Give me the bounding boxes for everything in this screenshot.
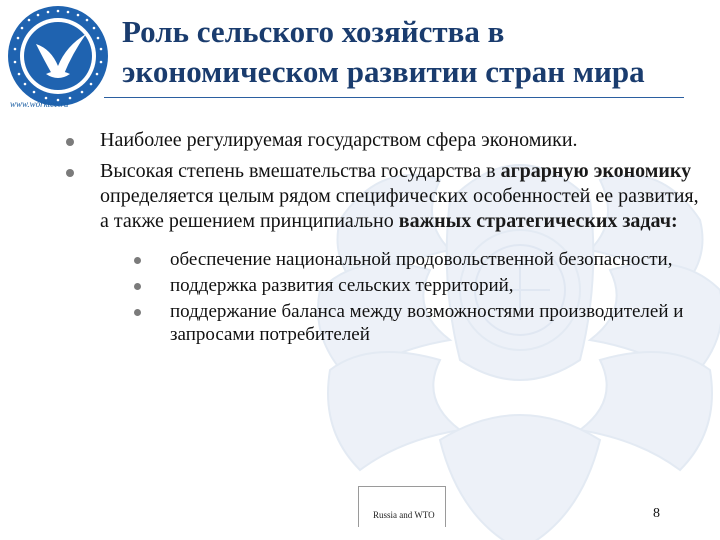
- bullet-text-bold: важных стратегических задач:: [398, 210, 678, 232]
- header-divider: [104, 97, 684, 98]
- sub-bullet-list: [130, 248, 700, 346]
- sub-bullet-text: поддержание баланса между возможностями производителей и запросами потребителей: [170, 301, 684, 345]
- sub-bullet-item: [130, 300, 700, 346]
- page-number: 8: [653, 506, 660, 521]
- bullet-item: [60, 128, 700, 153]
- bullet-list: [60, 128, 700, 349]
- bullet-dot: [66, 138, 74, 146]
- sub-bullet-text: обеспечение национальной продовольственной безопасности,: [170, 249, 673, 270]
- sub-bullet-text: поддержка развития сельских территорий,: [170, 275, 514, 296]
- bullet-text-bold: аграрную экономику: [500, 160, 692, 182]
- bullet-dot: [134, 309, 141, 316]
- bullet-dot: [134, 257, 141, 264]
- site-url: www.worktec.ru: [10, 99, 69, 109]
- bullet-text-part: Высокая степень вмешательства государства в: [100, 160, 501, 182]
- slide-title: [122, 12, 702, 92]
- organization-logo: [6, 4, 110, 108]
- footer-text: Russia and WTO: [373, 510, 435, 520]
- title-line-2: экономическом развитии стран мира: [122, 54, 645, 89]
- bullet-text: Наиболее регулируемая государством сфера экономики.: [100, 129, 578, 151]
- footer-frame: [358, 486, 446, 527]
- sub-bullet-item: [130, 274, 700, 297]
- title-line-1: Роль сельского хозяйства в: [122, 14, 505, 49]
- sub-bullet-item: [130, 248, 700, 271]
- bullet-text-part: определяется целым рядом специфических особенностей ее развития, а также решением принципиально: [100, 185, 699, 232]
- bullet-item: [60, 159, 700, 234]
- bullet-dot: [134, 283, 141, 290]
- bullet-dot: [66, 169, 74, 177]
